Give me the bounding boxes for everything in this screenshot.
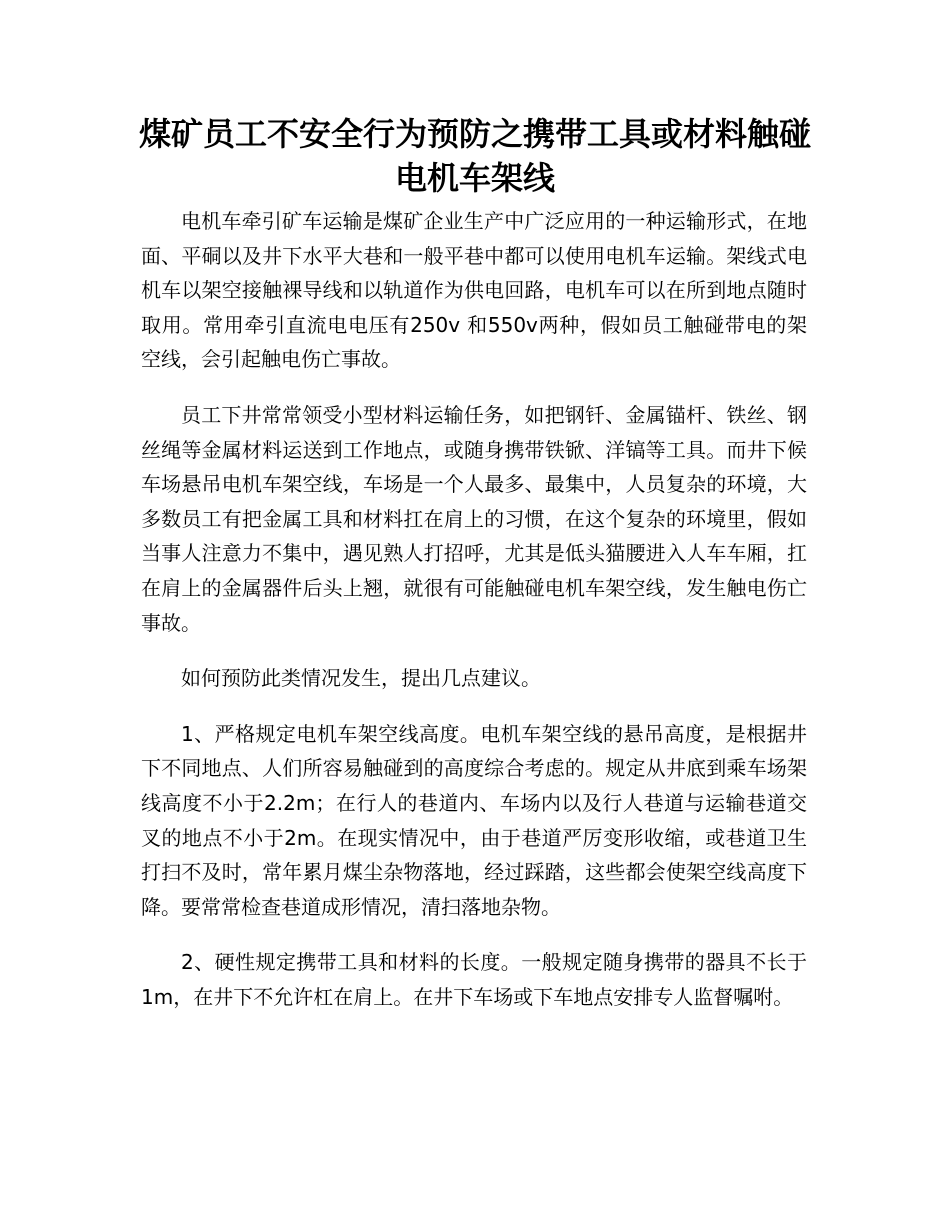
paragraph-suggestion-1: 1、严格规定电机车架空线高度。电机车架空线的悬吊高度，是根据井下不同地点、人们所容易触碰到的高度综合考虑的。规定从井底到乘车场架线高度不小于2.2m；在行人的巷道内、车场内以及行人巷道与运输巷道交叉的地点不小于2m。在现实情况中，由于巷道严厉变形收缩，或巷道卫生打扫不及时，常年累月煤尘杂物落地，经过踩踏，这些都会使架空线高度下降。要常常检查巷道成形情况，清扫落地杂物。: [141, 721, 807, 919]
document-title: [0, 112, 950, 200]
paragraph-suggestion-2: 2、硬性规定携带工具和材料的长度。一般规定随身携带的器具不长于1m，在井下不允许杠在肩上。在井下车场或下车地点安排专人监督嘱咐。: [141, 950, 807, 1009]
document-title-line-1: 煤矿员工不安全行为预防之携带工具或材料触碰: [138, 115, 811, 153]
document-body: [141, 204, 807, 1035]
paragraph-hazard: 员工下井常常领受小型材料运输任务，如把钢钎、金属锚杆、铁丝、钢丝绳等金属材料运送到工作地点，或随身携带铁锨、洋镐等工具。而井下候车场悬吊电机车架空线，车场是一个人最多、最集中，人员复杂的环境，大多数员工有把金属工具和材料扛在肩上的习惯，在这个复杂的环境里，假如当事人注意力不集中，遇见熟人打招呼，尤其是低头猫腰进入人车车厢，扛在肩上的金属器件后头上翘，就很有可能触碰电机车架空线，发生触电伤亡事故。: [141, 402, 807, 635]
paragraph-suggestions-lead: 如何预防此类情况发生，提出几点建议。: [181, 666, 541, 691]
paragraph-intro: 电机车牵引矿车运输是煤矿企业生产中广泛应用的一种运输形式，在地面、平硐以及井下水平大巷和一般平巷中都可以使用电机车运输。架线式电机车以架空接触裸导线和以轨道作为供电回路，电机车可以在所到地点随时取用。常用牵引直流电电压有250v 和550v两种，假如员工触碰带电的架空线，会引起触电伤亡事故。: [141, 209, 807, 372]
document-title-line-2: 电机车架线: [394, 159, 555, 197]
